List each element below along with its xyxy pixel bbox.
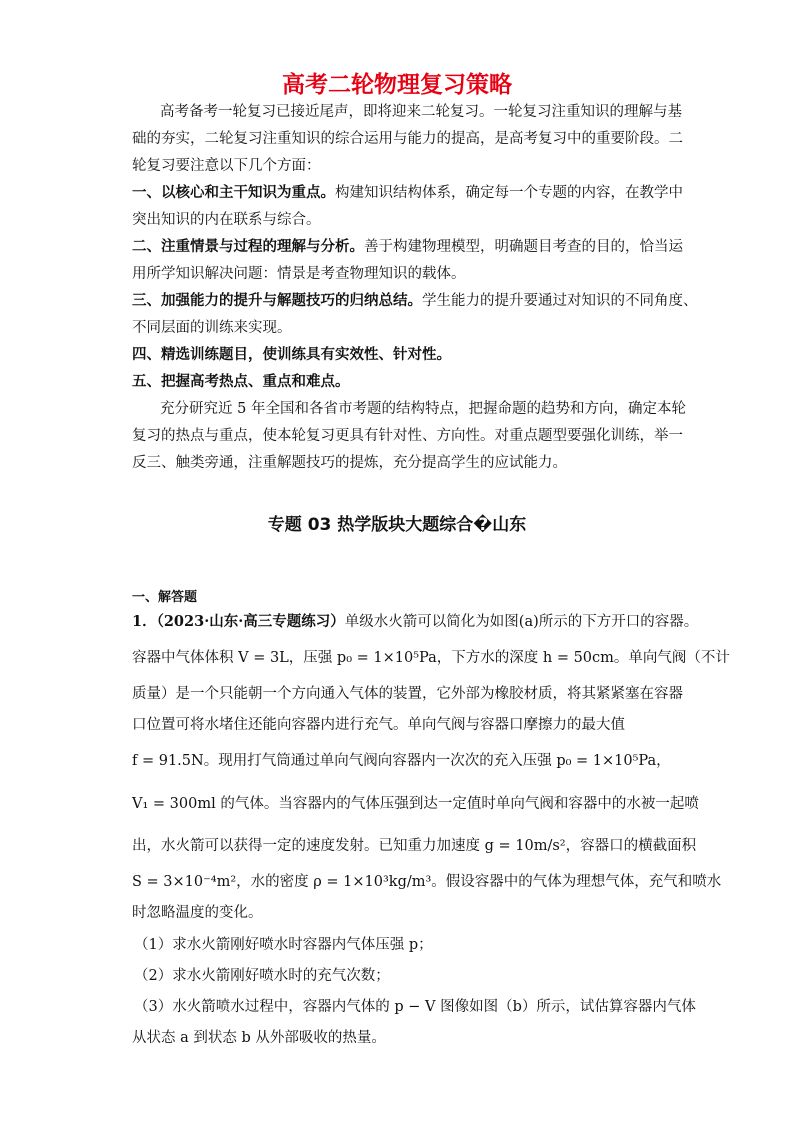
- question-1-line-5: f = 91.5N。现用打气筒通过单向气阀向容器内一次次的充入压强 p₀ = 1×10⁵Pa，: [132, 753, 671, 769]
- closing-line-1: 充分研究近 5 年全国和各省市考题的结构特点，把握命题的趋势和方向，确定本轮: [160, 401, 686, 417]
- question-source: （2023·山东·高三专题练习）: [156, 613, 345, 630]
- question-1-line-4: 口位置可将水堵住还能向容器内进行充气。单向气阀与容器口摩擦力的最大值: [132, 717, 625, 733]
- sub-question-3: （3）水火箭喷水过程中，容器内气体的 p − V 图像如图（b）所示，试估算容器内气体: [134, 999, 696, 1015]
- point-1-cont: 突出知识的内在联系与综合。: [132, 212, 321, 228]
- point-1: [132, 183, 683, 203]
- point-3: [132, 291, 698, 311]
- question-text: 单级水火箭可以简化为如图(a)所示的下方开口的容器。: [344, 614, 699, 630]
- sub-question-1: （1）求水火箭刚好喷水时容器内气体压强 p；: [134, 937, 433, 953]
- sub-question-2: （2）求水火箭刚好喷水时的充气次数；: [134, 968, 390, 984]
- point-2-heading: 二、注重情景与过程的理解与分析。: [132, 238, 364, 255]
- question-1-line-9: 时忽略温度的变化。: [132, 905, 263, 921]
- point-3-text: 学生能力的提升要通过对知识的不同角度、: [422, 293, 698, 309]
- question-1-line-7: 出，水火箭可以获得一定的速度发射。已知重力加速度 g = 10m/s²，容器口的横截面积: [132, 838, 697, 854]
- section-label: 一、解答题: [132, 590, 198, 605]
- intro-line-2: 础的夯实，二轮复习注重知识的综合运用与能力的提高，是高考复习中的重要阶段。二: [132, 131, 683, 147]
- sub-question-3-cont: 从状态 a 到状态 b 从外部吸收的热量。: [132, 1030, 386, 1046]
- point-3-cont: 不同层面的训练来实现。: [132, 320, 292, 336]
- question-1-line-2: 容器中气体体积 V = 3L，压强 p₀ = 1×10⁵Pa，下方水的深度 h = 50cm。单向气阀（不计: [132, 650, 730, 666]
- point-1-text: 构建知识结构体系，确定每一个专题的内容，在教学中: [335, 185, 683, 201]
- closing-line-3: 反三、触类旁通，注重解题技巧的提炼，充分提高学生的应试能力。: [132, 455, 567, 471]
- point-2: [132, 237, 683, 257]
- point-5-heading: 五、把握高考热点、重点和难点。: [132, 373, 350, 390]
- question-1-line-8: S = 3×10⁻⁴m²，水的密度 ρ = 1×10³kg/m³。假设容器中的气体为理想气体，充气和喷水: [132, 874, 722, 890]
- page-title: 高考二轮物理复习策略: [282, 72, 512, 98]
- question-1-line-3: 质量）是一个只能朝一个方向通入气体的装置，它外部为橡胶材质，将其紧紧塞在容器: [132, 686, 683, 702]
- intro-line-1: 高考备考一轮复习已接近尾声，即将迎来二轮复习。一轮复习注重知识的理解与基: [160, 104, 682, 120]
- intro-line-3: 轮复习要注意以下几个方面：: [132, 158, 321, 174]
- point-1-heading: 一、以核心和主干知识为重点。: [132, 184, 335, 201]
- closing-line-2: 复习的热点与重点，使本轮复习更具有针对性、方向性。对重点题型要强化训练，举一: [132, 428, 683, 444]
- point-4-heading: 四、精选训练题目，使训练具有实效性、针对性。: [132, 346, 451, 363]
- topic-title: 专题 03 热学版块大题综合�山东: [267, 515, 527, 535]
- point-2-text: 善于构建物理模型，明确题目考查的目的，恰当运: [364, 239, 683, 255]
- question-1-line-6: V₁ = 300ml 的气体。当容器内的气体压强到达一定值时单向气阀和容器中的水被一起喷: [132, 796, 699, 812]
- point-2-cont: 用所学知识解决问题：情景是考查物理知识的载体。: [132, 266, 466, 282]
- question-number: 1．: [132, 613, 157, 630]
- point-3-heading: 三、加强能力的提升与解题技巧的归纳总结。: [132, 292, 422, 309]
- question-1-line-1: [132, 612, 699, 632]
